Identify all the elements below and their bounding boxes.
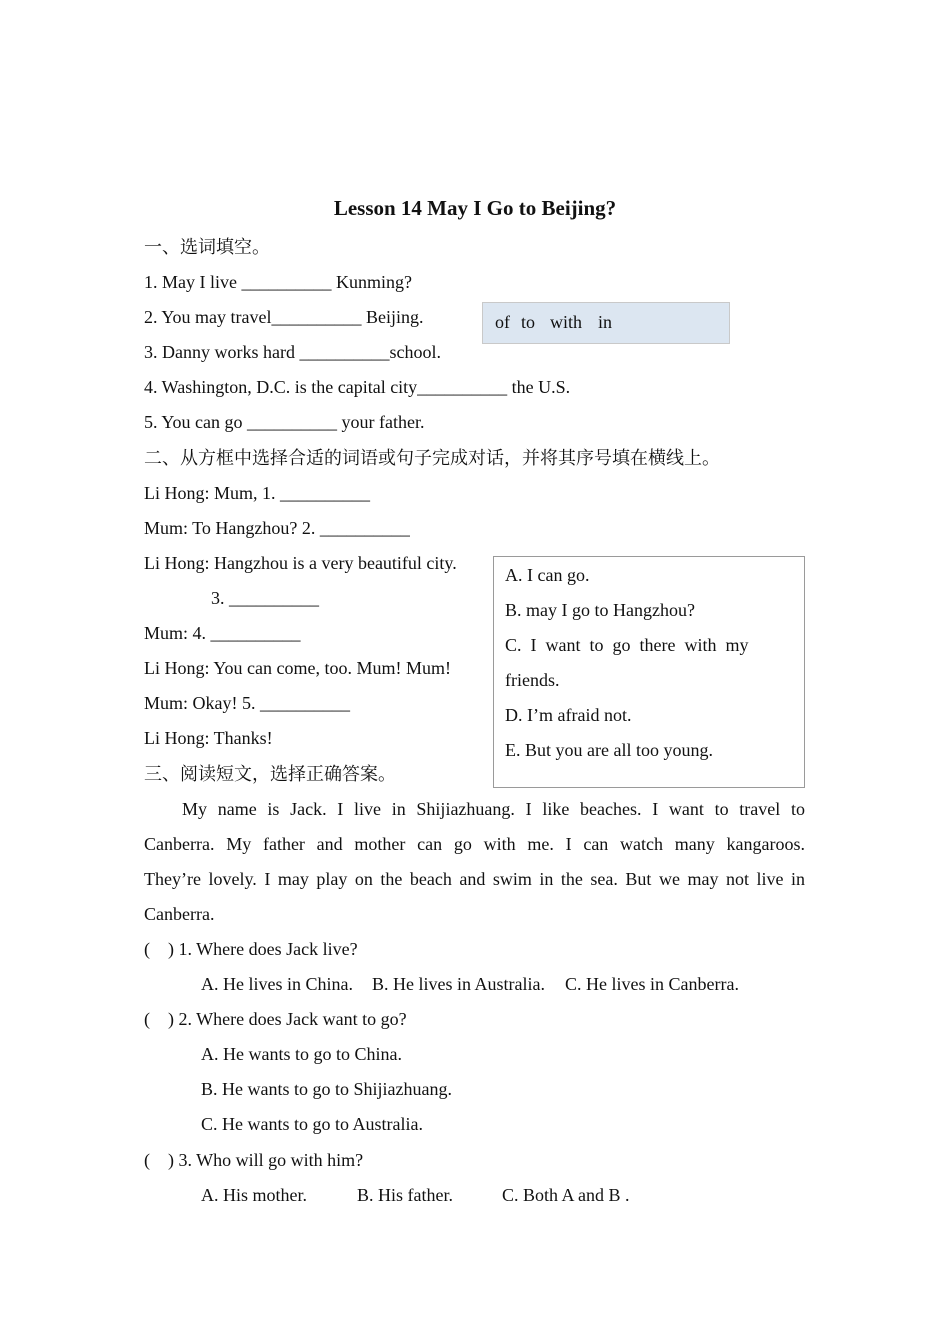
section1-item-4: 4. Washington, D.C. is the capital city__________ the U.S. bbox=[144, 377, 571, 397]
question-3: ( ) 3. Who will go with him? bbox=[144, 1150, 364, 1170]
section1-item-1: 1. May I live __________ Kunming? bbox=[144, 272, 412, 292]
word-bank-word: of bbox=[495, 312, 510, 332]
question-2-option-c: C. He wants to go to Australia. bbox=[201, 1114, 423, 1134]
options-box bbox=[493, 556, 805, 788]
option-b: B. may I go to Hangzhou? bbox=[505, 600, 695, 620]
question-1-option-c: C. He lives in Canberra. bbox=[565, 974, 739, 994]
dialogue-line: Li Hong: Mum, 1. __________ bbox=[144, 483, 371, 503]
dialogue-line: 3. __________ bbox=[211, 588, 319, 608]
dialogue-line: Mum: Okay! 5. __________ bbox=[144, 693, 350, 713]
option-c-cont: friends. bbox=[505, 670, 560, 690]
question-1: ( ) 1. Where does Jack live? bbox=[144, 939, 358, 959]
passage-line: Canberra. My father and mother can go with me. I can watch many kangaroos. bbox=[144, 834, 805, 854]
question-3-option-a: A. His mother. bbox=[201, 1185, 307, 1205]
dialogue-line: Li Hong: Hangzhou is a very beautiful city. bbox=[144, 553, 457, 573]
question-3-option-c: C. Both A and B . bbox=[502, 1185, 630, 1205]
dialogue-line: Li Hong: You can come, too. Mum! Mum! bbox=[144, 658, 451, 678]
page-title: Lesson 14 May I Go to Beijing? bbox=[333, 196, 617, 220]
section1-heading: 一、选词填空。 bbox=[144, 237, 270, 257]
passage-line: My name is Jack. I live in Shijiazhuang. I like beaches. I want to travel to bbox=[182, 799, 805, 819]
dialogue-line: Mum: 4. __________ bbox=[144, 623, 301, 643]
section1-item-5: 5. You can go __________ your father. bbox=[144, 412, 425, 432]
section3-heading: 三、阅读短文，选择正确答案。 bbox=[144, 764, 396, 784]
word-bank-box bbox=[482, 302, 730, 344]
dialogue-line: Li Hong: Thanks! bbox=[144, 728, 273, 748]
dialogue-line: Mum: To Hangzhou? 2. __________ bbox=[144, 518, 410, 538]
section1-item-3: 3. Danny works hard __________school. bbox=[144, 342, 441, 362]
question-1-option-a: A. He lives in China. bbox=[201, 974, 353, 994]
option-e: E. But you are all too young. bbox=[505, 740, 713, 760]
option-c: C. I want to go there with my bbox=[505, 635, 749, 655]
passage-line: They’re lovely. I may play on the beach and swim in the sea. But we may not live in bbox=[144, 869, 805, 889]
word-bank-word: to bbox=[521, 312, 536, 332]
question-1-option-b: B. He lives in Australia. bbox=[372, 974, 545, 994]
word-bank-word: with bbox=[550, 312, 583, 332]
question-3-option-b: B. His father. bbox=[357, 1185, 453, 1205]
question-2-option-b: B. He wants to go to Shijiazhuang. bbox=[201, 1079, 452, 1099]
section2-heading: 二、从方框中选择合适的词语或句子完成对话，并将其序号填在横线上。 bbox=[144, 448, 720, 468]
passage-line: Canberra. bbox=[144, 904, 215, 924]
section1-item-2: 2. You may travel__________ Beijing. bbox=[144, 307, 424, 327]
word-bank-word: in bbox=[598, 312, 613, 332]
option-d: D. I’m afraid not. bbox=[505, 705, 632, 725]
question-2-option-a: A. He wants to go to China. bbox=[201, 1044, 402, 1064]
question-2: ( ) 2. Where does Jack want to go? bbox=[144, 1009, 407, 1029]
option-a: A. I can go. bbox=[505, 565, 590, 585]
